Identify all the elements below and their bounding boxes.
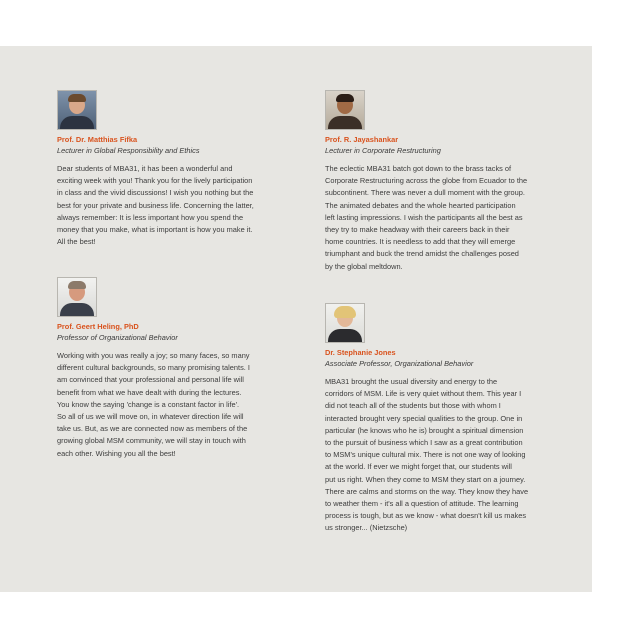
message-line: Working with you was really a joy; so many faces, so many bbox=[57, 351, 250, 360]
faculty-message bbox=[325, 163, 570, 273]
message-line: Dear students of MBA31, it has been a wonderful and bbox=[57, 164, 233, 173]
message-line: us stronger... (Nietzsche) bbox=[325, 523, 408, 533]
message-line: always remember: It is less important how you spend the bbox=[57, 212, 244, 222]
faculty-entry-jones bbox=[325, 303, 570, 535]
message-line: subcontinent. There was never a dull moment with the group. bbox=[325, 188, 525, 198]
message-line: MBA31 brought the usual diversity and energy to the bbox=[325, 377, 498, 386]
faculty-entry-fifka bbox=[57, 90, 302, 248]
message-line: You know the saying 'change is a constant factor in life'. bbox=[57, 399, 240, 409]
faculty-name: Prof. Geert Heling, PhD bbox=[57, 322, 139, 331]
message-line: by the global meltdown. bbox=[325, 261, 403, 271]
message-line: in class and the vivid discussions! I wish you nothing but the bbox=[57, 188, 254, 198]
message-line: All the best! bbox=[57, 237, 96, 247]
message-line: corridors of MSM. Life is very quiet without them. This year I bbox=[325, 389, 522, 399]
faculty-message bbox=[325, 376, 570, 535]
faculty-name: Prof. R. Jayashankar bbox=[325, 135, 399, 144]
message-line: process is tough, but as we know - what doesn't kill us makes bbox=[325, 511, 527, 521]
message-line: interacted brought very special qualities to the group. One in bbox=[325, 413, 523, 423]
message-line: at the world. If ever we might forget that, our students will bbox=[325, 462, 512, 472]
portrait-photo bbox=[325, 90, 365, 130]
message-line: best for your private and business life. Concerning the latter, bbox=[57, 200, 254, 210]
faculty-title: Professor of Organizational Behavior bbox=[57, 333, 178, 342]
portrait-photo bbox=[57, 90, 97, 130]
faculty-entry-jayashankar bbox=[325, 90, 570, 273]
message-line: money that you make, what is important is how you make it. bbox=[57, 225, 253, 235]
message-line: exciting week with you! Thank you for the lively participation bbox=[57, 176, 253, 186]
message-line: triumphant and buck the trend amidst the challenges posed bbox=[325, 249, 519, 259]
faculty-name: Prof. Dr. Matthias Fifka bbox=[57, 135, 138, 144]
faculty-entry-heling bbox=[57, 277, 302, 460]
faculty-title: Associate Professor, Organizational Behavior bbox=[325, 359, 474, 368]
message-line: different cultural backgrounds, so many promising talents. I bbox=[57, 363, 250, 373]
message-line: each other. Wishing you all the best! bbox=[57, 448, 176, 458]
faculty-title: Lecturer in Corporate Restructuring bbox=[325, 146, 441, 155]
message-line: So all of us we will move on, in whatever direction life will bbox=[57, 412, 244, 422]
message-line: particular (he knows who he is) brought a spiritual dimension bbox=[325, 425, 524, 435]
message-line: am convinced that your professional and personal life will bbox=[57, 375, 244, 385]
message-line: take us. But, as we are connected now as members of the bbox=[57, 424, 248, 434]
faculty-message bbox=[57, 163, 302, 248]
message-line: The animated debates and the whole hearted participation bbox=[325, 200, 516, 210]
message-line: The eclectic MBA31 batch got down to the brass tacks of bbox=[325, 164, 512, 173]
faculty-title: Lecturer in Global Responsibility and Ethics bbox=[57, 146, 200, 155]
portrait-photo bbox=[57, 277, 97, 317]
message-line: Corporate Restructuring across the globe from Ecuador to the bbox=[325, 176, 528, 186]
message-line: to the pursuit of business which I saw as a great contribution bbox=[325, 438, 523, 448]
message-line: left lasting impressions. I wish the participants all the best as bbox=[325, 212, 523, 222]
message-line: put us right. When they come to MSM they start on a journey. bbox=[325, 474, 526, 484]
message-line: to weather them - it's all a question of attitude. The learning bbox=[325, 499, 519, 509]
message-line: benefit from what we have dealt with during the lectures. bbox=[57, 387, 242, 397]
message-line: they try to make headway with their careers back in their bbox=[325, 225, 510, 235]
message-line: home countries. It is needless to add that they will emerge bbox=[325, 237, 516, 247]
faculty-name: Dr. Stephanie Jones bbox=[325, 348, 396, 357]
faculty-message bbox=[57, 350, 302, 460]
message-line: did not teach all of the students but those with whom I bbox=[325, 401, 501, 411]
portrait-photo bbox=[325, 303, 365, 343]
message-line: There are calms and storms on the way. They know they have bbox=[325, 486, 529, 496]
message-line: growing global MSM community, we will stay in touch with bbox=[57, 436, 246, 446]
message-line: to MSM's unique cultural mix. There is not one way of looking bbox=[325, 450, 526, 460]
